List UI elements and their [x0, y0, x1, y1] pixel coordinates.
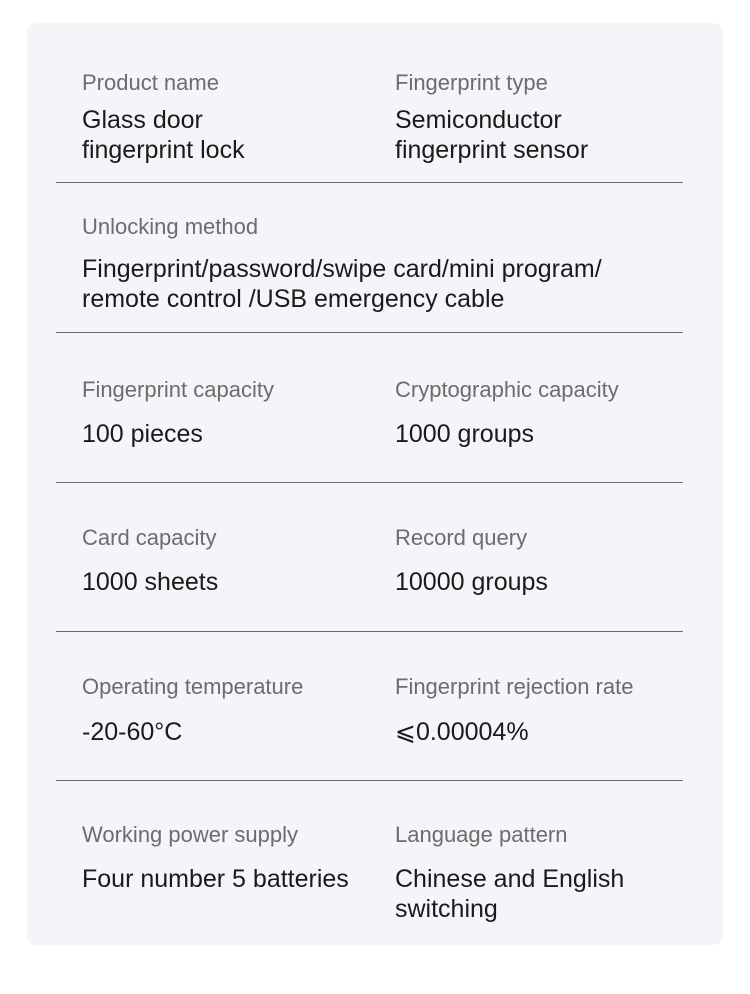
- spec-label: Card capacity: [82, 525, 217, 550]
- spec-label: Cryptographic capacity: [395, 377, 619, 402]
- divider: [56, 482, 683, 483]
- spec-cell-language-pattern: [395, 820, 685, 924]
- spec-value: Four number 5 batteries: [82, 865, 349, 893]
- spec-cell-fingerprint-capacity: [82, 375, 382, 449]
- spec-label: Unlocking method: [82, 214, 259, 239]
- spec-cell-power-supply: [82, 820, 382, 894]
- spec-label: Product name: [82, 70, 219, 95]
- spec-cell-card-capacity: [82, 523, 382, 597]
- spec-value: ⩽0.00004%: [395, 718, 529, 746]
- spec-cell-rejection-rate: [395, 672, 685, 747]
- spec-label: Fingerprint rejection rate: [395, 674, 634, 699]
- spec-label: Working power supply: [82, 822, 299, 847]
- spec-label: Fingerprint type: [395, 70, 548, 95]
- spec-cell-unlocking-method: [82, 212, 682, 314]
- spec-value: 100 pieces: [82, 420, 203, 448]
- spec-value: Semiconductor fingerprint sensor: [395, 106, 589, 164]
- spec-value: 10000 groups: [395, 568, 548, 596]
- spec-value: Fingerprint/password/swipe card/mini program/ remote control /USB emergency cable: [82, 255, 602, 313]
- spec-card: [27, 23, 723, 945]
- spec-cell-fingerprint-type: [395, 68, 685, 165]
- spec-value: 1000 sheets: [82, 568, 219, 596]
- spec-value: -20-60°C: [82, 718, 183, 746]
- spec-cell-operating-temperature: [82, 672, 382, 747]
- divider: [56, 182, 683, 183]
- spec-cell-product-name: [82, 68, 382, 165]
- divider: [56, 780, 683, 781]
- spec-label: Fingerprint capacity: [82, 377, 274, 402]
- spec-cell-cryptographic-capacity: [395, 375, 685, 449]
- divider: [56, 631, 683, 632]
- spec-value: Chinese and English switching: [395, 865, 625, 923]
- spec-value: 1000 groups: [395, 420, 535, 448]
- spec-value: Glass door fingerprint lock: [82, 106, 245, 164]
- spec-label: Language pattern: [395, 822, 568, 847]
- divider: [56, 332, 683, 333]
- spec-label: Record query: [395, 525, 528, 550]
- spec-label: Operating temperature: [82, 674, 304, 699]
- spec-cell-record-query: [395, 523, 685, 597]
